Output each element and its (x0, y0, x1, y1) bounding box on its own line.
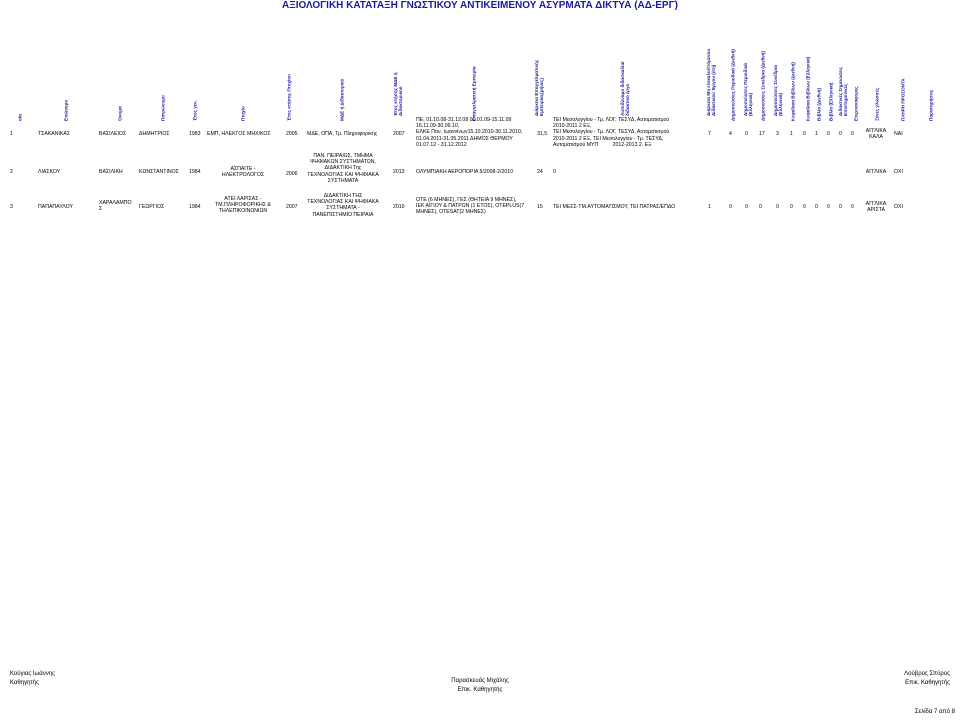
cell-exp-months: 24 (537, 169, 543, 175)
header-full-qualifications: ΠΛΗΡΗ ΠΡΟΣΟΝΤΑ (900, 78, 906, 121)
cell-name: ΧΑΡΑΛΑΜΠΟ Σ (99, 200, 132, 213)
cell-citations: 0 (851, 204, 854, 210)
cell-journals-gr: 0 (745, 204, 748, 210)
cell-msc: ΜΔΕ, ΟΠΑ, Τμ. Πληροφορικης (307, 131, 378, 137)
cell-birth-year: 1983 (189, 131, 201, 137)
cell-name: ΒΑΣΙΛΕΙΟΣ (99, 131, 127, 137)
cell-father: ΔΗΜΗΤΡΙΟΣ (139, 131, 170, 137)
cell-msc-year: 2013 (393, 169, 405, 175)
header-chapters-intl: Κεφάλαια Βιβλίων (Διεθνή) (790, 61, 796, 121)
cell-name: ΒΑΣΙΛΙΚΗ (99, 169, 123, 175)
cell-teaching-notes: 0 (839, 204, 842, 210)
cell-books-gr: 0 (827, 204, 830, 210)
header-teaching: Αυτοδύναμο διδασκαλία/ διδακτικό έργο (619, 61, 630, 116)
cell-conf-gr: 3 (776, 131, 779, 137)
cell-degree-year: 2007 (286, 204, 298, 210)
cell-surname: ΛΙΑΣΚΟΥ (38, 169, 61, 175)
header-journals-gr: Δημοσιεύσεις Περιοδικά (Ελληνικά) (742, 62, 753, 116)
cell-teach-years: 1 (708, 204, 711, 210)
cell-teaching: ΤΕΙ ΜΕΣΣ-ΤΜ.ΑΥΤΟΜΑΤΙΣΜΟΥ, ΤΕΙ ΠΑΤΡΑΣ/ΕΠΔΟ (553, 204, 676, 210)
cell-msc-year: 2010 (393, 204, 405, 210)
header-notes: Παρατηρήσεις (928, 89, 934, 121)
header-experience: Επαγγελματική Εμπειρία (471, 66, 477, 121)
cell-aa: 2 (10, 169, 13, 175)
cell-birth-year: 1984 (189, 169, 201, 175)
cell-conf-gr: 0 (776, 204, 779, 210)
cell-teaching-notes: 0 (839, 131, 842, 137)
cell-chapters-intl: 1 (790, 131, 793, 137)
cell-languages: ΑΓΓΛΙΚΑ (865, 169, 887, 175)
header-teach-years: Διάρκεια Μη επικαλυπτόμενου Διδακτικού Έργου (έτη) (705, 48, 716, 116)
cell-conf-intl: 0 (759, 204, 762, 210)
header-books-gr: Βιβλία (Ελληνικά) (828, 82, 834, 121)
signature-center: Παρασκευάς Μιχάλης Επικ. Καθηγητής (451, 678, 509, 693)
cell-full-qualifications: ΝΑΙ (894, 131, 903, 137)
signature-right: Λούβρος Σπύρος Επικ. Καθηγητής (904, 671, 950, 686)
cell-full-qualifications: ΟΧΙ (894, 169, 903, 175)
cell-full-qualifications: ΟΧΙ (894, 204, 903, 210)
header-msc-year: Έτος κτήσης ΜΔΕ ή Διδακτορικού (392, 71, 403, 116)
cell-citations: 0 (851, 131, 854, 137)
header-birth-year: Έτος γεν. (192, 99, 198, 121)
header-exp-months: Διάρκεια Επαγγελματικής Εμπειρίας(μήνες) (533, 59, 544, 116)
header-surname: Επώνυμο (63, 99, 69, 121)
header-teaching-notes: Διδακτικές Σημειώσεις Επιστημονικές (837, 66, 848, 116)
cell-teaching: ΤΕΙ Μεσολογγίου - Τμ. ΛΟΓ, ΤΕΣΥΔ, Αυτοματισμού 2010-2011 2 ΕΞ, ΤΕΙ Μεσολογγίου - Τμ. ΛΟΓ, ΤΕΣΥΔ, Αυτοματισμού 2010-2011 2 ΕΞ, ΤΕΙ Μεσολογγίου - Τμ. ΤΕΣΥΔ, Αυτοματισμού ΜΥΠ 2012-2013 2. ΕΞ (553, 117, 670, 148)
cell-degree: ΕΜΠ, ΗΛΕΚΓΟΣ ΜΗΧ/ΚΟΣ (207, 131, 271, 137)
cell-journals-intl: 0 (729, 204, 732, 210)
cell-books-intl: 0 (815, 204, 818, 210)
header-father: Πατρώνυμο (160, 95, 166, 121)
header-conf-gr: Δημοσιεύσεις Συνέδρια (Ελληνικά) (772, 64, 783, 116)
cell-books-intl: 1 (815, 131, 818, 137)
cell-surname: ΤΣΑΚΑΝΙΚΑΣ (38, 131, 71, 137)
cell-exp-months: 31,5 (537, 131, 548, 137)
cell-degree-year: 2006 (286, 171, 298, 177)
cell-degree-year: 2005 (286, 131, 298, 137)
header-citations: Ετεροαναφορές (853, 86, 859, 121)
cell-father: ΚΩΝΣΤΑΝΤΙΝΟΣ (139, 169, 179, 175)
cell-experience: ΠΕ, 01.10.08-31.12.08 01.01.09-15.11.09 16.11.09-30.09.10, ΕΛΚΕ Παν. Ιωαννίνων15.10.2010-30.11.2010, 01.04.2011-31.05.2011 ΔΗΜΟΣ ΘΕΡΜΟΥ 01.07.12 - 31.12.2012 (416, 117, 523, 148)
header-name: Όνομα (117, 106, 123, 121)
cell-chapters-gr: 0 (803, 131, 806, 137)
cell-exp-months: 15 (537, 204, 543, 210)
cell-father: ΓΕΩΡΓΙΟΣ (139, 204, 165, 210)
header-journals-intl: Δημοσιεύσεις Περιοδικά (Διεθνή) (730, 48, 736, 121)
page-number: Σελίδα 7 από 8 (914, 709, 955, 715)
cell-aa: 1 (10, 131, 13, 137)
header-degree-year: Έτος κτήσης Πτυχίου (286, 74, 292, 121)
cell-experience: ΟΤΕ (6 ΜΗΝΕΣ), ΓΕΣ (ΘΗΤΕΙΑ 9 ΜΗΝΕΣ), ΙΕΚ ΑΙΓΙΟΥ & ΠΑΤΡΩΝ (1 ΕΤΟΣ), OTEPLUS(7 ΜΗΝΕΣ), OTESAT(2 ΜΗΝΕΣ) (416, 197, 525, 216)
document-title: ΑΞΙΟΛΟΓΙΚΗ ΚΑΤΑΤΑΞΗ ΓΝΩΣΤΙΚΟΥ ΑΝΤΙΚΕΙΜΕΝΟΥ ΑΣΥΡΜΑΤΑ ΔΙΚΤΥΑ (ΑΔ-ΕΡΓ) (282, 0, 678, 11)
cell-degree: ΑΣΠΑΙΤΕ - ΗΛΕΚΤΡΟΛΟΓΟΣ (221, 166, 265, 179)
cell-languages: ΑΓΓΛΙΚΑ ΚΑΛΑ (865, 128, 887, 141)
cell-experience: ΟΛΥΜΠΙΑΚΗ ΑΕΡΟΠΟΡΙΑ 5/2008-2/2010 (416, 169, 513, 175)
header-conf-intl: Δημοσιεύσεις Συνέδρια (Διεθνή) (760, 50, 766, 121)
header-msc: ΜΔΕ ή Διδακτορικό (339, 78, 345, 121)
cell-journals-intl: 4 (729, 131, 732, 137)
cell-aa: 3 (10, 204, 13, 210)
cell-languages: ΑΓΓΛΙΚΑ ΑΡΙΣΤΑ (865, 201, 887, 214)
cell-chapters-intl: 0 (790, 204, 793, 210)
cell-teach-years: 0 (553, 169, 556, 175)
header-books-intl: Βιβλία (Διεθνή) (816, 87, 822, 121)
cell-msc: ΠΑΝ. ΠΕΙΡΑΙΩΣ, ΤΜΗΜΑ ΨΗΦΙΑΚΩΝ ΣΥΣΤΗΜΑΤΩΝ, ΔΙΔΑΚΤΙΚΗ Της ΤΕΧΝΟΛΟΓΙΑΣ ΚΑΙ ΨΗΦΙΑΚΑ ΣΥΣΤΗΜΑΤΑ (307, 153, 379, 184)
header-aa: α/α (17, 113, 23, 121)
cell-conf-intl: 17 (759, 131, 765, 137)
cell-birth-year: 1984 (189, 204, 201, 210)
header-degree: Πτυχίο (240, 106, 246, 121)
signature-left: Κούγιας Ιωάννης Καθηγητής (10, 671, 55, 686)
header-languages: Ξένες γλώσσες (874, 87, 880, 121)
cell-msc-year: 2007 (393, 131, 405, 137)
cell-degree: ΑΤΕΙ ΛΑΡΙΣΑΣ - ΤΜ.ΠΛΗΡΟΦΟΡΙΚΗΣ & ΤΗΛΕΠΙΚΟΙΝΩΝΙΩΝ (215, 196, 271, 215)
cell-teach-years: 7 (708, 131, 711, 137)
cell-chapters-gr: 0 (803, 204, 806, 210)
cell-surname: ΠΑΠΑΠΑΥΛΟΥ (38, 204, 73, 210)
cell-journals-gr: 0 (745, 131, 748, 137)
cell-books-gr: 0 (827, 131, 830, 137)
header-chapters-gr: Κεφάλαια Βιβλίων (Ελληνικά) (805, 56, 811, 121)
cell-msc: ΔΙΔΑΚΤΙΚΗ ΤΗΣ ΤΕΧΝΟΛΟΓΙΑΣ ΚΑΙ ΨΗΦΙΑΚΑ ΣΥΣΤΗΜΑΤΑ - ΠΑΝΕΠΙΣΤΗΜΙΟ ΠΕΙΡΑΙΑ (307, 193, 379, 218)
